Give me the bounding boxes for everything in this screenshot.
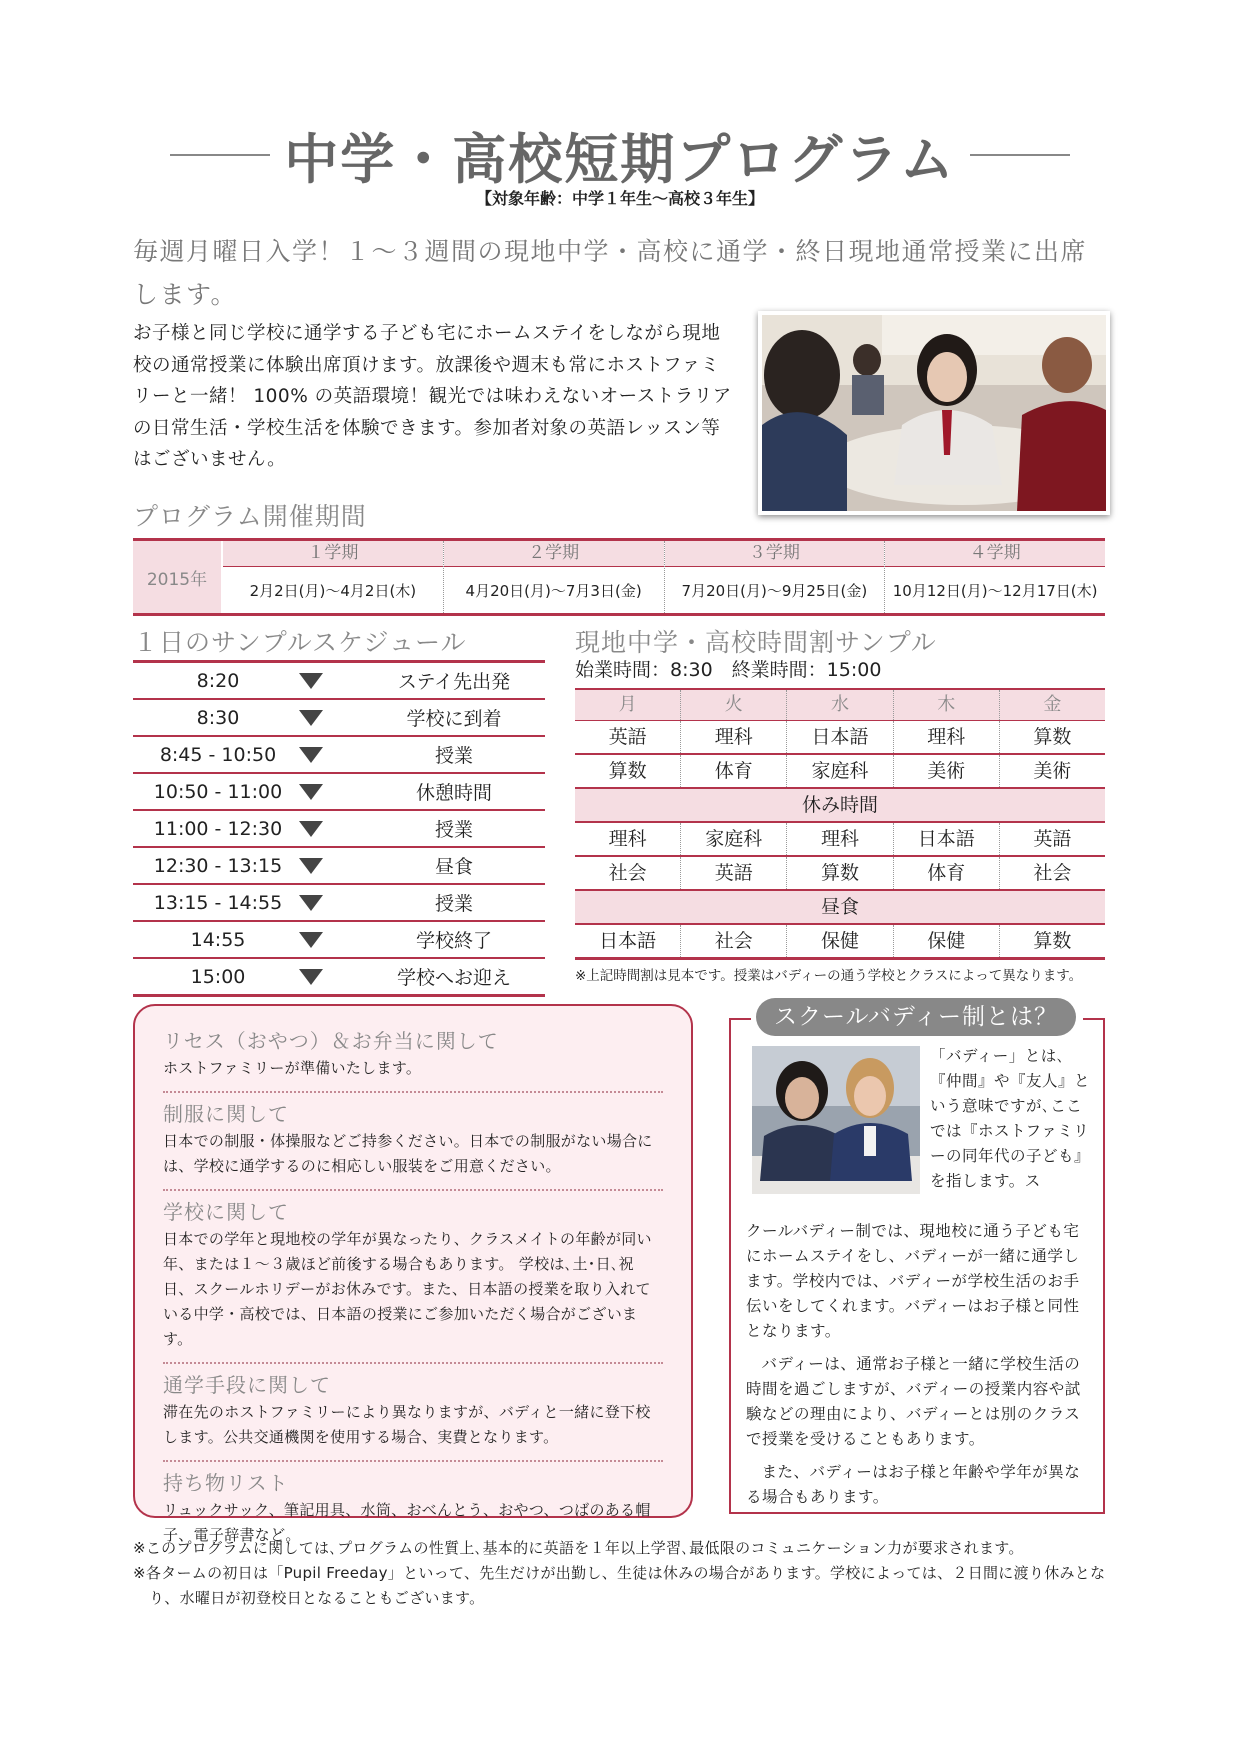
schedule-activity: 授業 bbox=[434, 819, 473, 841]
schedule-time: 10:50 - 11:00 bbox=[153, 780, 283, 803]
timetable-header bbox=[575, 690, 1105, 721]
period-year: 2015年 bbox=[133, 541, 221, 613]
buddy-title: スクールバディー制とは？ bbox=[756, 998, 1076, 1036]
subject-cell: 日本語 bbox=[894, 823, 1000, 855]
subject-cell: 算数 bbox=[1033, 726, 1072, 748]
period-heading: プログラム開催期間 bbox=[133, 502, 367, 531]
subject-cell: 日本語 bbox=[787, 721, 893, 753]
subject-cell: 保健 bbox=[894, 925, 1000, 957]
subject-cell: 英語 bbox=[681, 857, 787, 889]
arrow-down-icon bbox=[299, 784, 323, 800]
schedule-row bbox=[133, 885, 545, 922]
title-rule-left bbox=[170, 154, 270, 156]
timetable-row bbox=[575, 857, 1105, 891]
info-title: 学校に関して bbox=[163, 1200, 289, 1224]
buddy-text-side: 「バディー」とは､『仲間』や『友人』という意味ですが､ここでは『ホストファミリーの同年代の子ども』を指します。ス bbox=[930, 1047, 1091, 1190]
subject-cell: 美術 bbox=[894, 755, 1000, 787]
subject-cell: 日本語 bbox=[575, 925, 681, 957]
arrow-down-icon bbox=[299, 932, 323, 948]
info-body: 日本での制服・体操服などご持参ください。日本での制服がない場合には、学校に通学するのに相応しい服装をご用意ください。 bbox=[163, 1132, 653, 1175]
arrow-down-icon bbox=[299, 710, 323, 726]
schedule-time: 8:45 - 10:50 bbox=[159, 743, 277, 766]
subject-cell: 体育 bbox=[681, 755, 787, 787]
term-name: ４学期 bbox=[885, 541, 1105, 567]
day-header: 火 bbox=[681, 690, 787, 720]
lunch-row: 昼食 bbox=[575, 891, 1105, 925]
info-title: 通学手段に関して bbox=[163, 1373, 331, 1397]
arrow-down-icon bbox=[299, 821, 323, 837]
subject-cell: 体育 bbox=[894, 857, 1000, 889]
schedule-row bbox=[133, 848, 545, 885]
term-dates: 10月12日(月)〜12月17日(木) bbox=[892, 581, 1098, 600]
term-name: ３学期 bbox=[665, 541, 885, 567]
timetable-row bbox=[575, 823, 1105, 857]
classroom-photo bbox=[758, 311, 1110, 515]
timetable-row bbox=[575, 721, 1105, 755]
subject-cell: 社会 bbox=[575, 857, 681, 889]
info-section-uniform bbox=[163, 1099, 663, 1191]
timetable-row bbox=[575, 755, 1105, 789]
term-1 bbox=[223, 541, 444, 613]
schedule-time: 8:20 bbox=[196, 669, 240, 692]
buddy-text bbox=[746, 1219, 1090, 1518]
info-title: 制服に関して bbox=[163, 1102, 289, 1126]
schedule-activity: 授業 bbox=[434, 745, 473, 767]
schedule-table bbox=[133, 660, 545, 997]
buddy-photo-image bbox=[752, 1046, 920, 1194]
day-header: 水 bbox=[787, 690, 893, 720]
footnote: ※このプログラムに関しては､プログラムの性質上､基本的に英語を１年以上学習､最低限のコミュニケーション力が要求されます。 bbox=[133, 1539, 1024, 1557]
term-3 bbox=[665, 541, 886, 613]
arrow-down-icon bbox=[299, 858, 323, 874]
timetable-heading: 現地中学・高校時間割サンプル bbox=[575, 628, 937, 657]
term-name: １学期 bbox=[223, 541, 443, 567]
schedule-activity: ステイ先出発 bbox=[397, 671, 511, 693]
schedule-time: 12:30 - 13:15 bbox=[153, 854, 283, 877]
schedule-activity: 休憩時間 bbox=[415, 782, 492, 804]
footnotes bbox=[133, 1536, 1123, 1611]
info-box bbox=[133, 1004, 693, 1544]
day-header: 月 bbox=[575, 690, 681, 720]
info-section-school bbox=[163, 1197, 663, 1364]
timetable-row bbox=[575, 925, 1105, 957]
footnote: ※各タームの初日は「Pupil Freeday」といって、先生だけが出勤し、生徒は休みの場合があります。学校によっては、２日間に渡り休みとなり、水曜日が初登校日となることもございます。 bbox=[133, 1564, 1106, 1607]
schedule-activity: 昼食 bbox=[434, 856, 473, 878]
schedule-time: 8:30 bbox=[196, 706, 240, 729]
subject-cell: 美術 bbox=[1033, 760, 1072, 782]
info-body: 滞在先のホストファミリーにより異なりますが、バディと一緒に登下校します。公共交通機関を使用する場合、実費となります。 bbox=[163, 1403, 651, 1446]
term-dates: 7月20日(月)〜9月25日(金) bbox=[681, 581, 868, 600]
buddy-paragraph: バディーは、通常お子様と一緒に学校生活の時間を過ごしますが、バディーの授業内容や試験などの理由により、バディーとは別のクラスで授業を受けることもあります。 bbox=[746, 1355, 1081, 1448]
subject-cell: 算数 bbox=[575, 755, 681, 787]
day-header: 金 bbox=[1043, 694, 1062, 715]
info-title: 持ち物リスト bbox=[163, 1471, 289, 1495]
schedule-activity: 学校へお迎え bbox=[396, 967, 511, 989]
schedule-activity: 学校に到着 bbox=[406, 708, 502, 730]
buddy-paragraph: クールバディー制では、現地校に通う子ども宅にホームステイをし、バディーが一緒に通学します。学校内では、バディーが学校生活のお手伝いをしてくれます。バディーはお子様と同性となります。 bbox=[746, 1222, 1080, 1340]
info-section-commute bbox=[163, 1370, 663, 1462]
info-title: リセス（おやつ）＆お弁当に関して bbox=[163, 1029, 499, 1053]
schedule-row bbox=[133, 811, 545, 848]
lead-text: 毎週月曜日入学！１〜３週間の現地中学・高校に通学・終日現地通常授業に出席します。 bbox=[133, 237, 1088, 309]
timetable bbox=[575, 688, 1105, 960]
subject-cell: 算数 bbox=[787, 857, 893, 889]
title-area bbox=[0, 115, 1240, 195]
subject-cell: 家庭科 bbox=[787, 755, 893, 787]
buddy-photo bbox=[752, 1046, 920, 1194]
info-body: ホストファミリーが準備いたします。 bbox=[163, 1059, 422, 1077]
title-rule-right bbox=[970, 154, 1070, 156]
period-table bbox=[133, 538, 1105, 616]
info-section-recess bbox=[163, 1026, 663, 1093]
subject-cell: 家庭科 bbox=[681, 823, 787, 855]
buddy-paragraph: また、バディーはお子様と年齢や学年が異なる場合もあります。 bbox=[746, 1463, 1081, 1506]
term-name: ２学期 bbox=[444, 541, 664, 567]
subject-cell: 理科 bbox=[894, 721, 1000, 753]
schedule-row bbox=[133, 774, 545, 811]
subject-cell: 理科 bbox=[575, 823, 681, 855]
break-row: 休み時間 bbox=[575, 789, 1105, 823]
schedule-row bbox=[133, 663, 545, 700]
school-hours: 始業時間：8:30 終業時間：15:00 bbox=[575, 659, 882, 681]
info-body: 日本での学年と現地校の学年が異なったり、クラスメイトの年齢が同い年、または１〜３歳ほど前後する場合もあります。 学校は､土･日､祝日、スクールホリデーがお休みです。また、日本語の授業を取り入れている中学・高校では、日本語の授業にご参加いただく場合がございます。 bbox=[163, 1230, 652, 1348]
page-subtitle: 【対象年齢：中学１年生〜高校３年生】 bbox=[475, 189, 764, 208]
schedule-time: 13:15 - 14:55 bbox=[153, 891, 283, 914]
schedule-row bbox=[133, 700, 545, 737]
page-title: 中学・高校短期プログラム bbox=[284, 127, 956, 191]
timetable-note: ※上記時間割は見本です。授業はバディーの通う学校とクラスによって異なります。 bbox=[575, 968, 1083, 984]
arrow-down-icon bbox=[299, 747, 323, 763]
subject-cell: 理科 bbox=[681, 721, 787, 753]
schedule-row bbox=[133, 959, 545, 997]
subject-cell: 社会 bbox=[1033, 862, 1072, 884]
subject-cell: 算数 bbox=[1033, 930, 1072, 952]
term-dates: 2月2日(月)〜4月2日(木) bbox=[249, 581, 417, 600]
subject-cell: 理科 bbox=[787, 823, 893, 855]
intro-text: お子様と同じ学校に通学する子ども宅にホームステイをしながら現地校の通常授業に体験出席頂けます。放課後や週末も常にホストファミリーと一緒！ 100% の英語環境！観光では味わえないオーストラリアの日常生活・学校生活を体験できます。参加者対象の英語レッスン等はございません。 bbox=[133, 323, 732, 470]
subject-cell: 保健 bbox=[787, 925, 893, 957]
schedule-time: 15:00 bbox=[190, 965, 246, 988]
arrow-down-icon bbox=[299, 895, 323, 911]
classroom-photo-image bbox=[762, 315, 1106, 511]
schedule-time: 14:55 bbox=[190, 928, 246, 951]
schedule-heading: １日のサンプルスケジュール bbox=[133, 628, 467, 657]
info-body: リュックサック、筆記用具、水筒、おべんとう、おやつ、つばのある帽子、電子辞書など。 bbox=[163, 1501, 651, 1544]
arrow-down-icon bbox=[299, 969, 323, 985]
schedule-time: 11:00 - 12:30 bbox=[153, 817, 283, 840]
period-terms bbox=[223, 541, 1105, 613]
term-4 bbox=[885, 541, 1105, 613]
subject-cell: 英語 bbox=[575, 721, 681, 753]
subject-cell: 社会 bbox=[681, 925, 787, 957]
schedule-activity: 授業 bbox=[434, 893, 473, 915]
schedule-row bbox=[133, 737, 545, 774]
term-dates: 4月20日(月)〜7月3日(金) bbox=[465, 581, 642, 600]
schedule-row bbox=[133, 922, 545, 959]
term-2 bbox=[444, 541, 665, 613]
schedule-activity: 学校終了 bbox=[415, 930, 492, 952]
subject-cell: 英語 bbox=[1033, 828, 1072, 850]
day-header: 木 bbox=[894, 690, 1000, 720]
arrow-down-icon bbox=[299, 673, 323, 689]
